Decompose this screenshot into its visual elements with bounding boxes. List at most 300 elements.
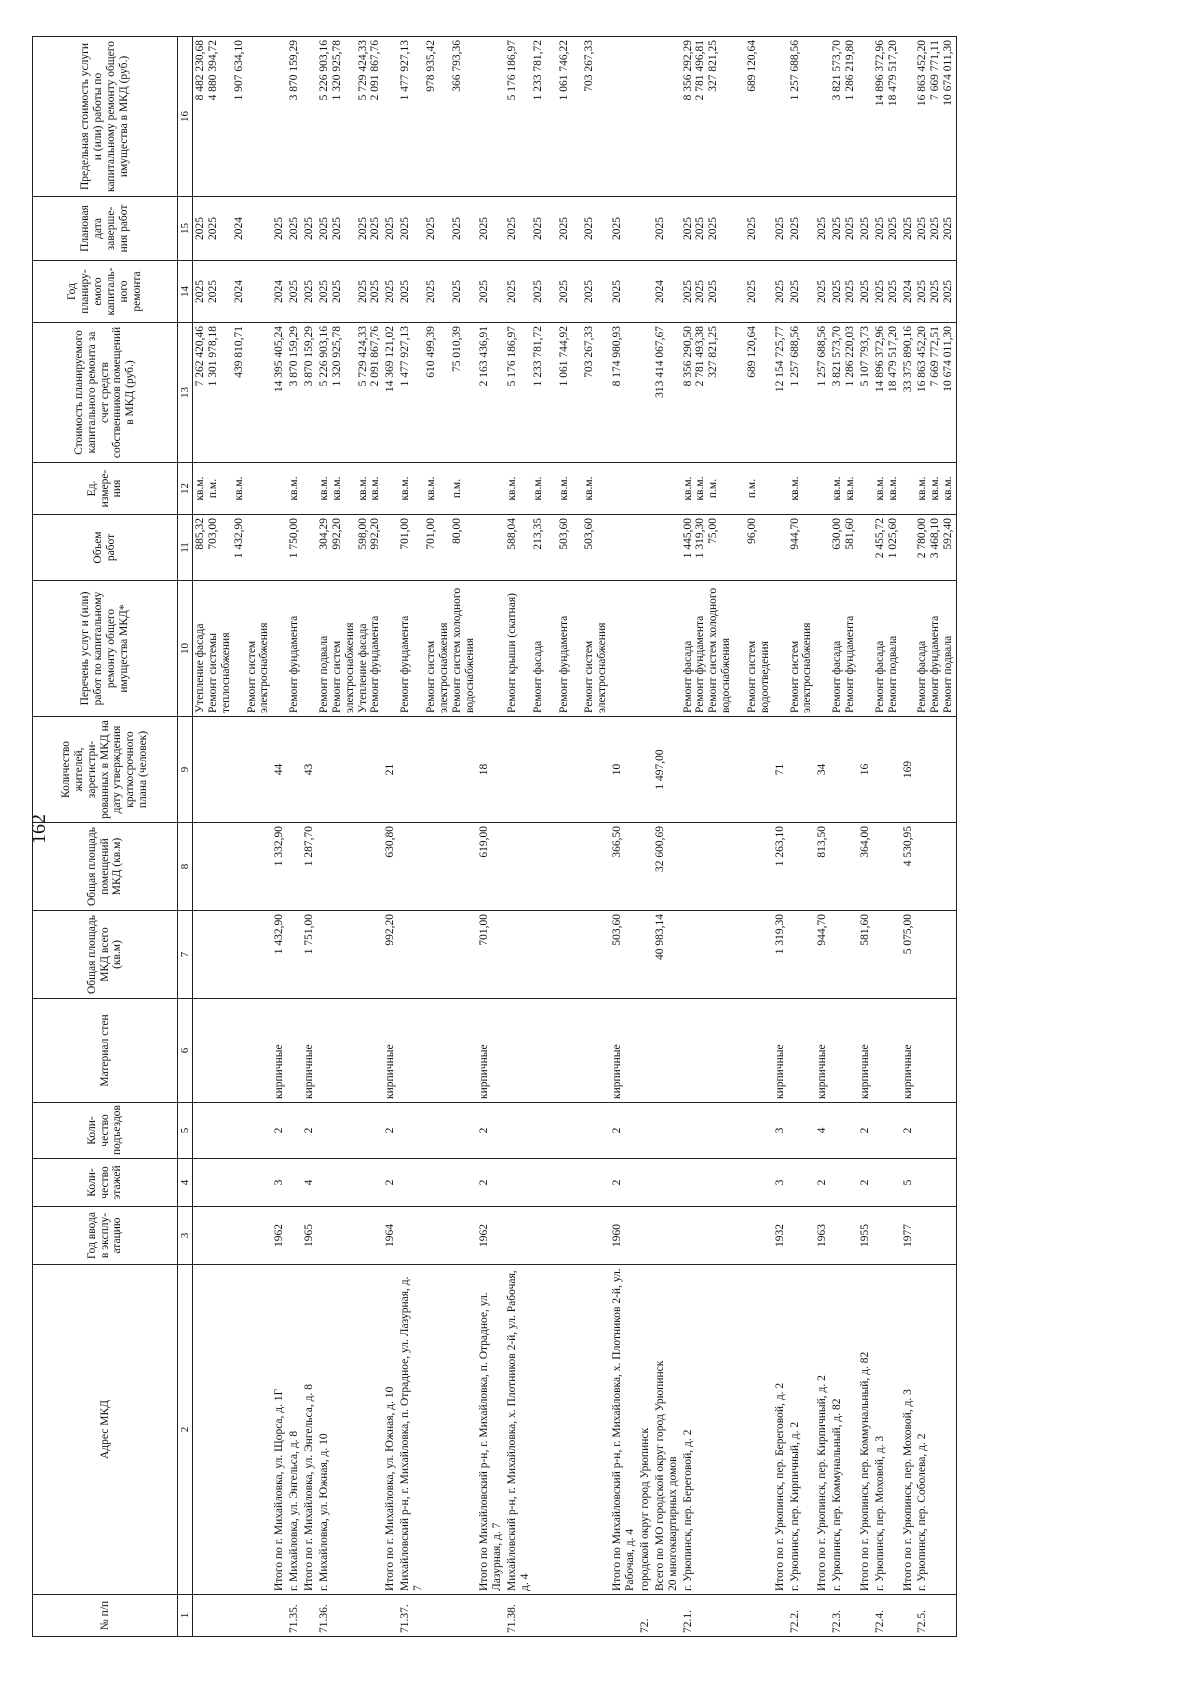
table-cell: 5 226 903,16 1 320 925,78 5 729 424,33 2 091 867,76 — [317, 37, 383, 197]
column-header: Объем работ — [33, 515, 178, 581]
table-cell: 2 780,00 3 468,10 592,40 — [915, 515, 956, 581]
table-cell: 5 226 903,16 1 320 925,78 5 729 424,33 2 091 867,76 — [317, 323, 383, 463]
table-cell: 1 432,90 — [272, 911, 287, 999]
table-cell — [901, 515, 916, 581]
table-row — [858, 37, 873, 1637]
table-cell: 1 257 688,56 — [815, 323, 830, 463]
table-cell: 2 — [901, 1103, 916, 1159]
table-cell — [773, 37, 788, 197]
table-row — [773, 37, 788, 1637]
table-cell: 2025 — [815, 197, 830, 261]
column-header: Ед. измере-ния — [33, 463, 178, 515]
column-header: Предельная стоимость услуги и (или) работы по капитальному ремонту общего имущества в МКД (руб.) — [33, 37, 178, 197]
table-cell — [788, 1159, 816, 1207]
table-cell: г. Урюпинск, пер. Кирпичный, д. 2 — [788, 1265, 816, 1595]
table-cell — [858, 515, 873, 581]
table-cell: кирпичные — [477, 999, 505, 1103]
table-cell: Итого по г. Михайловка, ул. Южная, д. 10 — [383, 1265, 398, 1595]
table-cell: Итого по г. Урюпинск, пер. Коммунальный, д. 82 — [858, 1265, 873, 1595]
table-row — [681, 37, 773, 1637]
table-cell — [873, 1159, 901, 1207]
table-cell: 2025 — [302, 261, 317, 323]
table-cell: Ремонт фасада Ремонт фундамента — [830, 581, 858, 717]
table-cell: 366,50 — [610, 823, 638, 911]
table-cell — [873, 823, 901, 911]
table-cell — [193, 999, 273, 1103]
column-header: Адрес МКД — [33, 1265, 178, 1595]
table-cell: 2025 2025 2025 — [398, 261, 477, 323]
table-cell: Ремонт фасада Ремонт фундамента Ремонт подвала — [915, 581, 956, 717]
table-cell: 992,20 — [383, 911, 398, 999]
table-cell — [788, 1103, 816, 1159]
table-cell: 2025 — [858, 197, 873, 261]
table-row — [901, 37, 916, 1637]
table-cell — [681, 1159, 773, 1207]
table-cell: 40 983,14 — [653, 911, 681, 999]
table-cell: Итого по г. Михайловка, ул. Энгельса, д. 8 — [302, 1265, 317, 1595]
table-header-row — [33, 37, 178, 1637]
column-header: Коли-чество подъездов — [33, 1103, 178, 1159]
column-number: 15 — [178, 197, 193, 261]
table-row — [788, 37, 816, 1637]
table-cell — [610, 515, 638, 581]
table-cell — [638, 717, 653, 823]
table-cell — [398, 823, 477, 911]
table-cell: 71.36. — [317, 1595, 383, 1637]
table-cell — [287, 1103, 302, 1159]
table-row — [915, 37, 956, 1637]
table-cell — [873, 1207, 901, 1265]
table-cell — [653, 1207, 681, 1265]
table-cell — [830, 1159, 858, 1207]
table-cell: 813,50 — [815, 823, 830, 911]
table-cell — [915, 1207, 956, 1265]
table-cell: 14 896 372,96 18 479 517,20 — [873, 323, 901, 463]
table-cell: 581,60 — [858, 911, 873, 999]
table-cell: кирпичные — [815, 999, 830, 1103]
table-cell: 2025 2025 — [830, 261, 858, 323]
table-cell — [638, 581, 653, 717]
column-number: 16 — [178, 37, 193, 197]
table-cell: 364,00 — [858, 823, 873, 911]
table-cell: 5 176 186,97 1 233 781,72 1 061 746,22 703 267,33 — [505, 37, 610, 197]
table-cell: 2025 — [773, 197, 788, 261]
table-cell: г. Урюпинск, пер. Моховой, д. 3 — [873, 1265, 901, 1595]
column-number: 2 — [178, 1265, 193, 1595]
column-header: Перечень услуг и (или) работ по капитальному ремонту общего имущества МКД* — [33, 581, 178, 717]
table-cell — [915, 1103, 956, 1159]
table-cell: 72.3. — [830, 1595, 858, 1637]
table-cell: 2025 — [858, 261, 873, 323]
table-row — [272, 37, 287, 1637]
table-cell — [272, 37, 287, 197]
column-number: 8 — [178, 823, 193, 911]
table-cell: 32 600,69 — [653, 823, 681, 911]
table-cell: Итого по г. Урюпинск, пер. Береговой, д. 2 — [773, 1265, 788, 1595]
table-cell — [505, 1103, 610, 1159]
table-cell: 8 356 290,50 2 781 493,38 327 821,25 689 120,64 — [681, 323, 773, 463]
table-cell: 5 — [901, 1159, 916, 1207]
column-header: № п/п — [33, 1595, 178, 1637]
column-number: 14 — [178, 261, 193, 323]
table-row — [383, 37, 398, 1637]
table-row — [193, 37, 273, 1637]
column-number: 3 — [178, 1207, 193, 1265]
table-cell: 701,00 — [477, 911, 505, 999]
column-header: Общая площадь МКД всего (кв.м) — [33, 911, 178, 999]
table-cell — [477, 581, 505, 717]
table-cell: 2025 2025 — [873, 261, 901, 323]
table-cell: Ремонт фундамента Ремонт систем электроснабжения Ремонт систем холодного водоснабжения — [398, 581, 477, 717]
column-header: Год ввода в эксплу-атацию — [33, 1207, 178, 1265]
table-cell — [610, 463, 638, 515]
table-cell — [653, 1159, 681, 1207]
table-cell: Михайловский р-н, г. Михайловка, п. Отрадное, ул. Лазурная, д. 7 — [398, 1265, 477, 1595]
table-cell: 1 497,00 — [653, 717, 681, 823]
table-cell: 2025 2025 2025 2025 — [317, 261, 383, 323]
table-cell: Всего по МО городской округ город Урюпинск 20 многоквартирных домов — [653, 1265, 681, 1595]
table-cell: 1962 — [477, 1207, 505, 1265]
table-cell — [653, 37, 681, 197]
table-cell — [873, 999, 901, 1103]
table-cell — [272, 1595, 287, 1637]
table-row — [653, 37, 681, 1637]
table-cell: 2025 — [653, 197, 681, 261]
table-cell: 2 — [858, 1103, 873, 1159]
table-cell: Итого по г. Урюпинск, пер. Моховой, д. 3 — [901, 1265, 916, 1595]
table-cell — [638, 1207, 653, 1265]
table-cell: 2025 2025 2025 — [915, 261, 956, 323]
table-cell: 2025 — [610, 197, 638, 261]
table-cell: 2025 2025 2025 2025 — [681, 197, 773, 261]
table-cell: 169 — [901, 717, 916, 823]
table-cell: кв.м. п.м. кв.м. — [193, 463, 273, 515]
table-cell: кирпичные — [610, 999, 638, 1103]
table-cell — [302, 515, 317, 581]
table-cell: 1 257 688,56 — [788, 323, 816, 463]
table-cell — [915, 911, 956, 999]
table-cell — [788, 823, 816, 911]
table-cell: 2 — [383, 1159, 398, 1207]
table-cell — [398, 1103, 477, 1159]
table-cell: 5 176 186,97 1 233 781,72 1 061 744,92 703 267,33 — [505, 323, 610, 463]
table-cell — [398, 717, 477, 823]
table-cell: 16 863 452,20 7 669 772,51 10 674 011,30 — [915, 323, 956, 463]
table-cell — [638, 37, 653, 197]
table-cell: г. Урюпинск, пер. Береговой, д. 2 — [681, 1265, 773, 1595]
table-cell — [302, 1595, 317, 1637]
table-cell: 2025 — [287, 261, 302, 323]
table-cell: 2025 2025 2025 2025 — [505, 261, 610, 323]
table-cell — [272, 463, 287, 515]
table-cell — [638, 1159, 653, 1207]
table-cell: 2025 — [302, 197, 317, 261]
table-cell: Ремонт фасада Ремонт фундамента Ремонт систем холодного водоснабжения Ремонт систем водоотведения — [681, 581, 773, 717]
table-cell: кирпичные — [858, 999, 873, 1103]
table-cell — [773, 1595, 788, 1637]
column-header: Коли-чество этажей — [33, 1159, 178, 1207]
table-cell: Ремонт фундамента — [287, 581, 302, 717]
table-cell: 2025 — [383, 197, 398, 261]
table-cell — [398, 1207, 477, 1265]
capital-repair-table — [32, 36, 957, 1637]
table-cell — [788, 999, 816, 1103]
table-cell: Итого по г. Урюпинск, пер. Кирпичный, д. 2 — [815, 1265, 830, 1595]
table-cell: Ремонт подвала Ремонт систем электроснабжения Утепление фасада Ремонт фундамента — [317, 581, 383, 717]
table-cell: 2 — [858, 1159, 873, 1207]
table-cell — [773, 463, 788, 515]
table-row — [610, 37, 638, 1637]
table-cell — [398, 999, 477, 1103]
column-number: 6 — [178, 999, 193, 1103]
table-cell — [830, 823, 858, 911]
table-cell: 2025 2025 — [830, 197, 858, 261]
table-cell — [610, 581, 638, 717]
table-cell — [193, 823, 273, 911]
table-cell: 701,00 701,00 80,00 — [398, 515, 477, 581]
column-header: Плановая дата заверше-ния работ — [33, 197, 178, 261]
table-cell — [383, 581, 398, 717]
table-cell — [193, 717, 273, 823]
table-cell: 2025 — [287, 197, 302, 261]
table-cell — [815, 37, 830, 197]
table-cell: 2025 2025 2024 — [193, 261, 273, 323]
table-cell — [873, 717, 901, 823]
table-cell — [477, 463, 505, 515]
table-cell: 72.1. — [681, 1595, 773, 1637]
table-row — [287, 37, 302, 1637]
table-cell: 71 — [773, 717, 788, 823]
table-cell — [638, 261, 653, 323]
table-cell — [653, 1103, 681, 1159]
table-cell — [653, 999, 681, 1103]
table-cell: 2025 2025 2025 2025 — [317, 197, 383, 261]
table-cell — [302, 463, 317, 515]
table-cell: 2025 — [788, 197, 816, 261]
table-cell — [302, 581, 317, 717]
column-number: 5 — [178, 1103, 193, 1159]
table-row — [398, 37, 477, 1637]
table-cell: 2025 2025 2025 — [398, 197, 477, 261]
table-cell: 944,70 — [788, 515, 816, 581]
table-cell: кв.м. кв.м. п.м. — [398, 463, 477, 515]
column-number: 13 — [178, 323, 193, 463]
table-cell: 7 262 420,46 1 301 978,18 439 810,71 — [193, 323, 273, 463]
table-row — [317, 37, 383, 1637]
table-cell — [901, 37, 916, 197]
table-cell: 944,70 — [815, 911, 830, 999]
table-cell: 1 477 927,13 610 499,39 75 010,39 — [398, 323, 477, 463]
table-cell: 1 477 927,13 978 935,42 366 793,36 — [398, 37, 477, 197]
table-cell: кв.м. кв.м. п.м. п.м. — [681, 463, 773, 515]
table-cell: Ремонт систем электроснабжения — [788, 581, 816, 717]
table-cell — [505, 1207, 610, 1265]
table-cell: 5 107 793,73 — [858, 323, 873, 463]
table-cell: 2024 — [653, 261, 681, 323]
table-cell: 14 369 121,02 — [383, 323, 398, 463]
table-cell: 2025 — [477, 261, 505, 323]
column-header: Количество жителей, зарегистри-рованных в МКД на дату утверждения краткосрочного плана (человек) — [33, 717, 178, 823]
table-cell: 1 287,70 — [302, 823, 317, 911]
table-cell — [317, 823, 383, 911]
table-row — [638, 37, 653, 1637]
table-cell: 2 — [815, 1159, 830, 1207]
table-cell — [815, 1595, 830, 1637]
table-cell — [788, 1207, 816, 1265]
table-cell: 1962 — [272, 1207, 287, 1265]
table-cell: 72.5. — [915, 1595, 956, 1637]
table-cell — [638, 999, 653, 1103]
table-cell — [398, 1159, 477, 1207]
table-cell — [681, 823, 773, 911]
table-cell: 304,29 992,20 598,00 992,20 — [317, 515, 383, 581]
table-cell — [638, 515, 653, 581]
table-cell: 3 — [272, 1159, 287, 1207]
table-cell — [653, 463, 681, 515]
table-cell: 33 375 890,16 — [901, 323, 916, 463]
table-cell — [193, 911, 273, 999]
table-cell: 44 — [272, 717, 287, 823]
table-cell: 2025 — [383, 261, 398, 323]
table-cell: 630,00 581,60 — [830, 515, 858, 581]
table-cell — [638, 323, 653, 463]
column-number: 10 — [178, 581, 193, 717]
table-cell: 34 — [815, 717, 830, 823]
table-cell: 2025 — [901, 197, 916, 261]
table-cell: 43 — [302, 717, 317, 823]
table-cell: 10 — [610, 717, 638, 823]
table-cell: Итого по Михайловский р-н, г. Михайловка, х. Плотников 2-й, ул. Рабочая, д. 4 — [610, 1265, 638, 1595]
table-cell — [830, 999, 858, 1103]
table-cell: 18 — [477, 717, 505, 823]
table-cell — [638, 197, 653, 261]
table-cell — [873, 911, 901, 999]
table-cell — [858, 463, 873, 515]
table-cell: 1960 — [610, 1207, 638, 1265]
table-cell: 16 — [858, 717, 873, 823]
table-row — [302, 37, 317, 1637]
table-cell: 4 — [815, 1103, 830, 1159]
table-cell: 313 414 067,67 — [653, 323, 681, 463]
table-cell: 5 075,00 — [901, 911, 916, 999]
table-cell: кирпичные — [272, 999, 287, 1103]
table-cell — [638, 823, 653, 911]
table-cell: 2025 2025 2025 2025 — [505, 197, 610, 261]
table-cell — [505, 717, 610, 823]
column-number: 7 — [178, 911, 193, 999]
table-cell: г. Михайловка, ул. Энгельса, д. 8 — [287, 1265, 302, 1595]
table-cell: 2 — [383, 1103, 398, 1159]
table-cell: 630,80 — [383, 823, 398, 911]
column-number: 4 — [178, 1159, 193, 1207]
table-cell: 3 870 159,29 — [287, 37, 302, 197]
column-header: Год планиру-емого капиталь-ного ремонта — [33, 261, 178, 323]
table-cell — [383, 515, 398, 581]
table-cell: 2 — [610, 1159, 638, 1207]
table-cell — [901, 1595, 916, 1637]
table-cell: кв.м. — [287, 463, 302, 515]
table-cell — [830, 717, 858, 823]
table-cell: 2025 2025 2024 — [193, 197, 273, 261]
table-cell — [505, 1159, 610, 1207]
table-cell — [317, 1159, 383, 1207]
table-cell: 2 455,72 1 025,60 — [873, 515, 901, 581]
table-cell: 2025 2025 2025 2025 — [681, 261, 773, 323]
table-cell: 1977 — [901, 1207, 916, 1265]
table-row — [505, 37, 610, 1637]
table-cell: Итого по Михайловский р-н, г. Михайловка, п. Отрадное, ул. Лазурная, д. 7 — [477, 1265, 505, 1595]
table-cell — [858, 581, 873, 717]
page-number: 162 — [28, 814, 50, 844]
table-cell — [830, 911, 858, 999]
table-cell — [773, 581, 788, 717]
table-cell — [773, 515, 788, 581]
column-number: 1 — [178, 1595, 193, 1637]
table-cell — [858, 1595, 873, 1637]
table-cell — [681, 1207, 773, 1265]
table-cell — [383, 37, 398, 197]
table-cell: 885,32 703,00 1 432,90 — [193, 515, 273, 581]
table-cell: 71.35. — [287, 1595, 302, 1637]
column-number: 9 — [178, 717, 193, 823]
table-cell — [272, 515, 287, 581]
table-cell: 503,60 — [610, 911, 638, 999]
table-cell — [610, 1595, 638, 1637]
table-cell: кв.м. кв.м. кв.м. кв.м. — [317, 463, 383, 515]
table-cell: кирпичные — [383, 999, 398, 1103]
table-cell — [681, 1103, 773, 1159]
table-row — [873, 37, 901, 1637]
column-header: Общая площадь помещений МКД (кв.м) — [33, 823, 178, 911]
table-cell — [302, 37, 317, 197]
table-cell — [287, 823, 302, 911]
table-cell: 1 445,00 1 319,30 75,00 96,00 — [681, 515, 773, 581]
table-cell: 1932 — [773, 1207, 788, 1265]
table-cell — [915, 999, 956, 1103]
column-number-row — [178, 37, 193, 1637]
table-cell — [788, 911, 816, 999]
table-cell — [317, 999, 383, 1103]
table-cell: 8 482 230,68 4 880 394,72 1 907 634,10 — [193, 37, 273, 197]
table-cell: 3 870 159,29 — [302, 323, 317, 463]
table-cell: 72. — [638, 1595, 653, 1637]
table-cell: 2025 2025 — [873, 197, 901, 261]
table-cell: 3 821 573,70 1 286 220,03 — [830, 323, 858, 463]
table-cell: 1965 — [302, 1207, 317, 1265]
table-cell: Ремонт фасада Ремонт подвала — [873, 581, 901, 717]
table-row — [815, 37, 830, 1637]
table-cell — [858, 37, 873, 197]
table-cell — [653, 515, 681, 581]
table-row — [477, 37, 505, 1637]
table-cell — [317, 1207, 383, 1265]
table-cell — [788, 717, 816, 823]
table-cell: 1963 — [815, 1207, 830, 1265]
table-cell — [398, 911, 477, 999]
table-cell — [317, 717, 383, 823]
table-cell: 588,04 213,35 503,60 503,60 — [505, 515, 610, 581]
table-cell — [287, 717, 302, 823]
table-cell — [193, 1159, 273, 1207]
table-cell — [505, 823, 610, 911]
table-cell: 2025 — [477, 197, 505, 261]
table-cell: 619,00 — [477, 823, 505, 911]
table-cell — [681, 717, 773, 823]
table-cell: 3 870 159,29 — [287, 323, 302, 463]
table-cell: 12 154 725,77 — [773, 323, 788, 463]
table-cell — [681, 999, 773, 1103]
table-cell: г. Урюпинск, пер. Коммунальный, д. 82 — [830, 1265, 858, 1595]
